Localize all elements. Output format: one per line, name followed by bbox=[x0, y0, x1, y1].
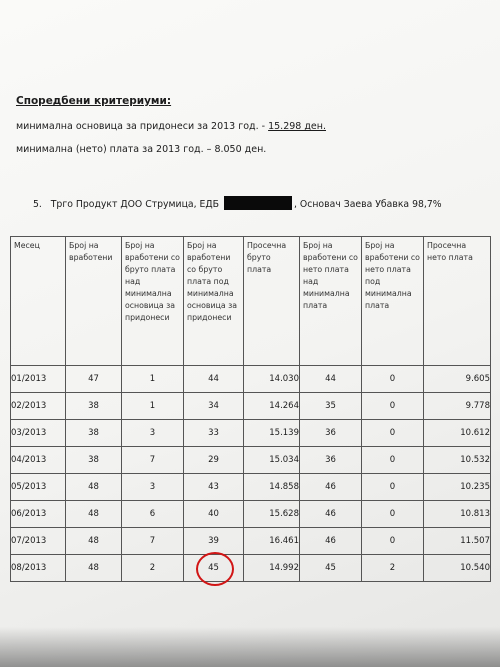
table-cell: 0 bbox=[362, 393, 424, 420]
table-cell: 04/2013 bbox=[11, 447, 66, 474]
table-cell: 06/2013 bbox=[11, 501, 66, 528]
table-cell: 0 bbox=[362, 528, 424, 555]
table-cell: 14.264 bbox=[244, 393, 300, 420]
redaction-bar bbox=[224, 196, 292, 210]
column-header-avg-gross: Просечна бруто плата bbox=[244, 237, 300, 366]
table-cell: 6 bbox=[122, 501, 184, 528]
column-header-gross-below-min: Број на вработени со бруто плата под минимална основица за придонеси bbox=[184, 237, 244, 366]
company-founder: , Основач Заева Убавка 98,7% bbox=[294, 199, 442, 210]
table-cell: 43 bbox=[184, 474, 244, 501]
table-cell: 39 bbox=[184, 528, 244, 555]
table-cell: 45 bbox=[300, 555, 362, 582]
table-cell: 1 bbox=[122, 366, 184, 393]
table-cell: 48 bbox=[66, 528, 122, 555]
company-name: Трго Продукт ДОО Струмица, ЕДБ bbox=[50, 199, 220, 210]
table-row bbox=[11, 420, 491, 447]
table-cell: 14.992 bbox=[244, 555, 300, 582]
table-cell: 7 bbox=[122, 528, 184, 555]
criteria-line-net-salary bbox=[16, 144, 266, 155]
table-cell: 05/2013 bbox=[11, 474, 66, 501]
table-cell: 15.034 bbox=[244, 447, 300, 474]
table-cell: 02/2013 bbox=[11, 393, 66, 420]
table-cell: 9.778 bbox=[424, 393, 491, 420]
table-cell: 38 bbox=[66, 393, 122, 420]
table-cell: 0 bbox=[362, 474, 424, 501]
table-cell: 0 bbox=[362, 420, 424, 447]
table-cell: 48 bbox=[66, 501, 122, 528]
column-header-avg-net: Просечна нето плата bbox=[424, 237, 491, 366]
table-cell: 48 bbox=[66, 555, 122, 582]
table-cell: 0 bbox=[362, 447, 424, 474]
table-cell: 7 bbox=[122, 447, 184, 474]
table-cell: 33 bbox=[184, 420, 244, 447]
table-cell: 9.605 bbox=[424, 366, 491, 393]
table-cell: 10.813 bbox=[424, 501, 491, 528]
table-cell: 03/2013 bbox=[11, 420, 66, 447]
table-cell: 1 bbox=[122, 393, 184, 420]
table-cell: 15.139 bbox=[244, 420, 300, 447]
table-row bbox=[11, 366, 491, 393]
table-cell: 35 bbox=[300, 393, 362, 420]
table-header-row bbox=[11, 237, 491, 366]
table-cell: 15.628 bbox=[244, 501, 300, 528]
table-cell: 46 bbox=[300, 474, 362, 501]
company-line bbox=[33, 196, 442, 210]
table-cell: 2 bbox=[362, 555, 424, 582]
column-header-gross-above-min: Број на вработени со бруто плата над минимална основица за придонеси bbox=[122, 237, 184, 366]
criteria-line-contributions bbox=[16, 121, 326, 132]
salary-table bbox=[10, 236, 491, 582]
criteria-label: минимална основица за придонеси за 2013 год. - bbox=[16, 121, 269, 132]
company-number: 5. bbox=[33, 199, 42, 210]
table-cell: 29 bbox=[184, 447, 244, 474]
table-cell: 46 bbox=[300, 528, 362, 555]
table-cell: 36 bbox=[300, 447, 362, 474]
table-cell: 44 bbox=[300, 366, 362, 393]
column-header-month: Месец bbox=[11, 237, 66, 366]
table-cell: 36 bbox=[300, 420, 362, 447]
criteria-value: 8.050 ден. bbox=[214, 144, 267, 155]
table-cell: 34 bbox=[184, 393, 244, 420]
column-header-employees: Број на вработени bbox=[66, 237, 122, 366]
table-cell: 07/2013 bbox=[11, 528, 66, 555]
table-cell: 14.030 bbox=[244, 366, 300, 393]
table-cell: 48 bbox=[66, 474, 122, 501]
table-cell: 0 bbox=[362, 501, 424, 528]
table-cell: 2 bbox=[122, 555, 184, 582]
column-header-net-below-min: Број на вработени со нето плата под минимална плата bbox=[362, 237, 424, 366]
table-cell: 14.858 bbox=[244, 474, 300, 501]
red-circle-annotation bbox=[196, 552, 234, 586]
table-cell: 10.540 bbox=[424, 555, 491, 582]
table-cell: 38 bbox=[66, 420, 122, 447]
table-row bbox=[11, 501, 491, 528]
criteria-value: 15.298 ден. bbox=[268, 121, 326, 132]
table-cell: 11.507 bbox=[424, 528, 491, 555]
table-cell: 0 bbox=[362, 366, 424, 393]
table-cell: 10.612 bbox=[424, 420, 491, 447]
table-cell: 01/2013 bbox=[11, 366, 66, 393]
table-cell-highlighted bbox=[184, 555, 244, 582]
table-cell: 10.532 bbox=[424, 447, 491, 474]
table-row bbox=[11, 528, 491, 555]
table-row bbox=[11, 393, 491, 420]
table-cell: 10.235 bbox=[424, 474, 491, 501]
table-cell: 3 bbox=[122, 474, 184, 501]
criteria-heading: Споредбени критериуми: bbox=[16, 95, 172, 107]
table-cell: 08/2013 bbox=[11, 555, 66, 582]
table-row bbox=[11, 447, 491, 474]
table-cell: 16.461 bbox=[244, 528, 300, 555]
table-cell: 40 bbox=[184, 501, 244, 528]
table-cell: 38 bbox=[66, 447, 122, 474]
table-cell: 44 bbox=[184, 366, 244, 393]
table-cell: 46 bbox=[300, 501, 362, 528]
table-cell: 3 bbox=[122, 420, 184, 447]
table-row bbox=[11, 555, 491, 582]
column-header-net-above-min: Број на вработени со нето плата над минимална плата bbox=[300, 237, 362, 366]
table-row bbox=[11, 474, 491, 501]
highlight-wrap bbox=[208, 563, 219, 573]
criteria-label: минимална (нето) плата за 2013 год. – bbox=[16, 144, 215, 155]
page-shadow bbox=[0, 627, 500, 667]
highlighted-value: 45 bbox=[208, 563, 219, 573]
table-cell: 47 bbox=[66, 366, 122, 393]
